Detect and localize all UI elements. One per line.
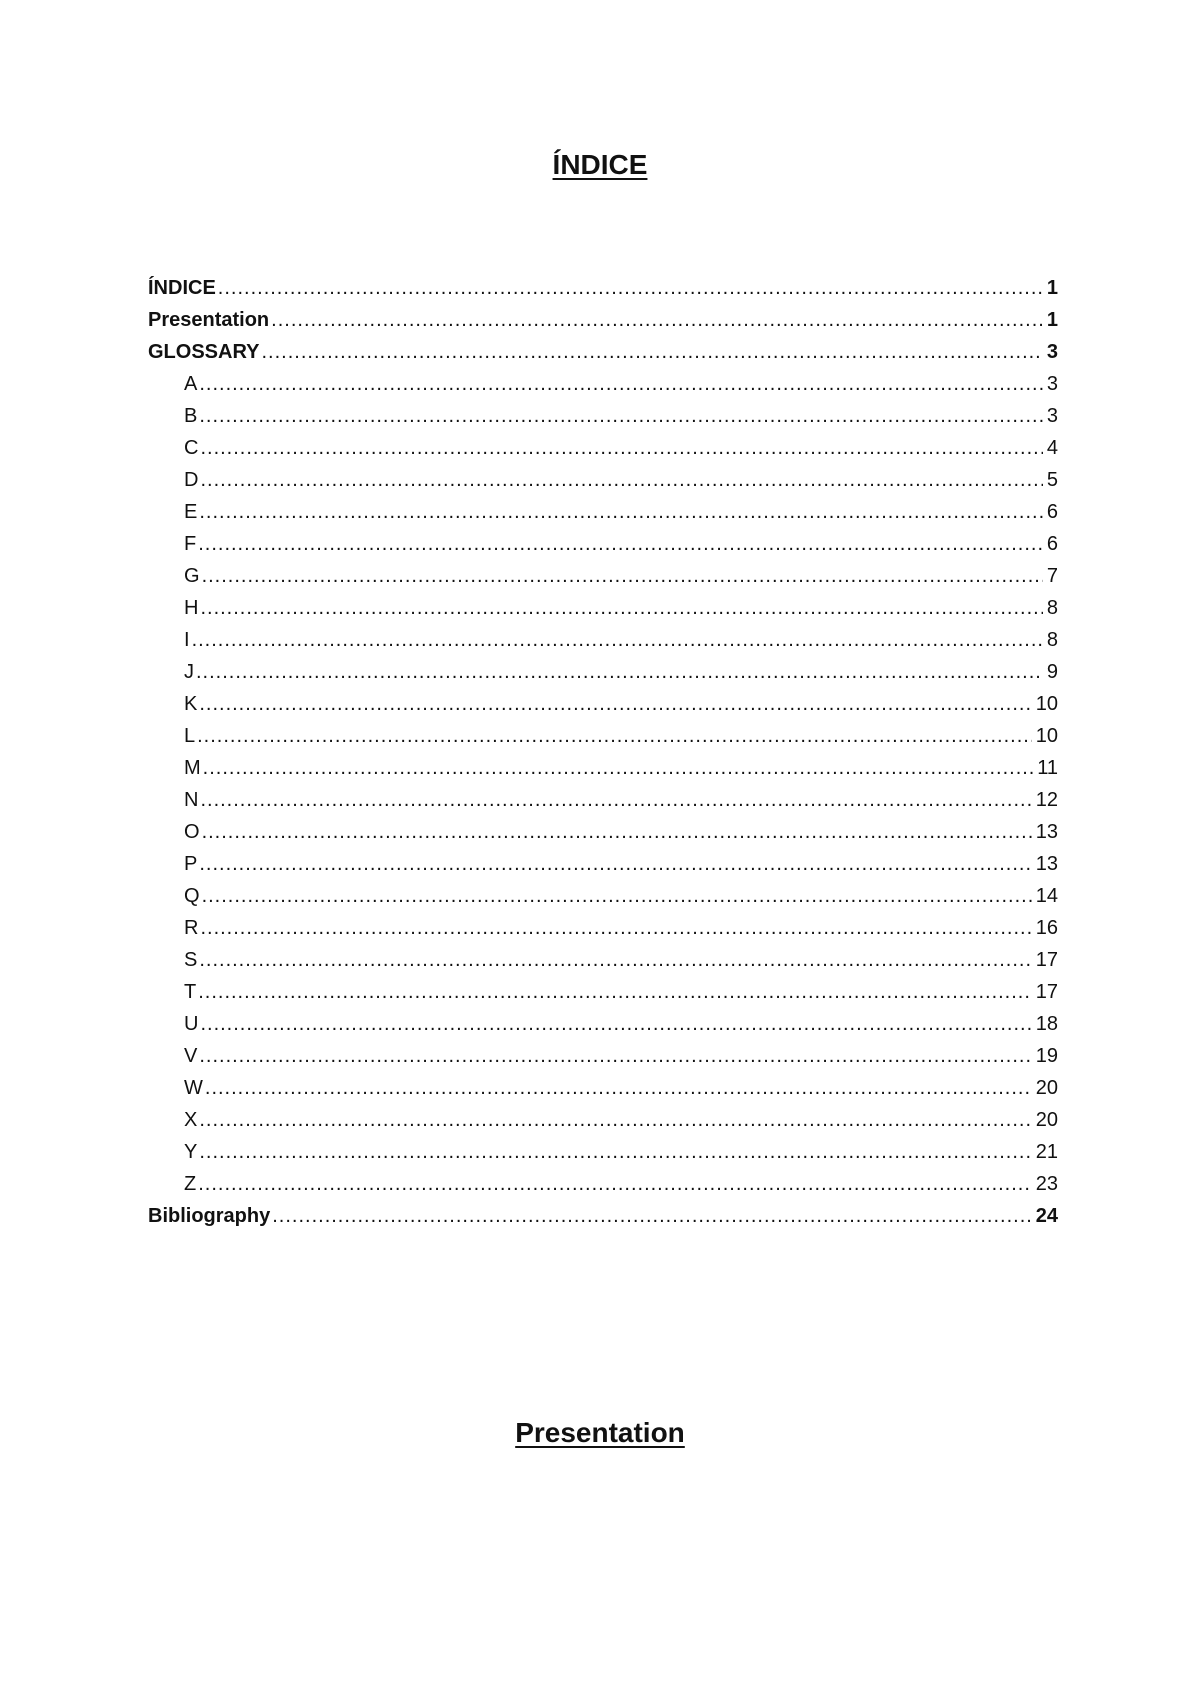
toc-entry[interactable] [148, 1008, 1058, 1040]
toc-entry[interactable] [148, 304, 1058, 336]
toc-entry-page-number: 23 [1035, 1173, 1058, 1195]
toc-entry-label: W [184, 1077, 203, 1099]
toc-entry[interactable] [148, 336, 1058, 368]
toc-entry-page-number: 24 [1035, 1205, 1058, 1227]
toc-dot-leader [199, 688, 1031, 720]
toc-entry[interactable] [148, 848, 1058, 880]
toc-entry-page-number: 4 [1046, 437, 1058, 459]
toc-entry-page-number: 6 [1046, 533, 1058, 555]
toc-entry[interactable] [148, 560, 1058, 592]
toc-entry[interactable] [148, 752, 1058, 784]
toc-entry-label: ÍNDICE [148, 277, 216, 299]
toc-dot-leader [197, 720, 1032, 752]
toc-dot-leader [198, 528, 1043, 560]
toc-entry-page-number: 11 [1037, 757, 1058, 779]
toc-entry-page-number: 13 [1035, 853, 1058, 875]
toc-entry[interactable] [148, 1136, 1058, 1168]
toc-entry-label: J [184, 661, 194, 683]
toc-dot-leader [218, 272, 1043, 304]
toc-dot-leader [200, 912, 1031, 944]
toc-entry[interactable] [148, 976, 1058, 1008]
toc-entry[interactable] [148, 272, 1058, 304]
toc-dot-leader [198, 1168, 1032, 1200]
toc-entry[interactable] [148, 656, 1058, 688]
toc-dot-leader [203, 752, 1034, 784]
toc-dot-leader [272, 1200, 1032, 1232]
toc-entry[interactable] [148, 1200, 1058, 1232]
toc-entry[interactable] [148, 592, 1058, 624]
section-heading-presentation: Presentation [515, 1417, 685, 1448]
toc-dot-leader [192, 624, 1043, 656]
toc-entry-page-number: 10 [1035, 725, 1058, 747]
toc-entry[interactable] [148, 400, 1058, 432]
toc-dot-leader [262, 336, 1043, 368]
toc-entry-label: Y [184, 1141, 198, 1163]
toc-entry-label: M [184, 757, 201, 779]
toc-entry-page-number: 5 [1046, 469, 1058, 491]
toc-entry[interactable] [148, 1040, 1058, 1072]
toc-entry-label: L [184, 725, 196, 747]
toc-entry[interactable] [148, 784, 1058, 816]
page-title: ÍNDICE [552, 149, 648, 180]
toc-entry-page-number: 14 [1035, 885, 1058, 907]
toc-entry-label: P [184, 853, 198, 875]
toc-entry-label: I [184, 629, 190, 651]
toc-entry-page-number: 18 [1035, 1013, 1058, 1035]
toc-entry-page-number: 3 [1046, 341, 1058, 363]
toc-dot-leader [199, 496, 1043, 528]
toc-dot-leader [199, 944, 1031, 976]
toc-dot-leader [200, 432, 1042, 464]
toc-entry[interactable] [148, 464, 1058, 496]
toc-entry-page-number: 17 [1035, 949, 1058, 971]
toc-dot-leader [199, 400, 1043, 432]
toc-entry-page-number: 6 [1046, 501, 1058, 523]
toc-entry-page-number: 8 [1046, 597, 1058, 619]
toc-dot-leader [199, 1104, 1031, 1136]
toc-entry-page-number: 8 [1046, 629, 1058, 651]
toc-dot-leader [202, 816, 1032, 848]
toc-entry-label: Presentation [148, 309, 270, 331]
toc-dot-leader [200, 464, 1042, 496]
toc-entry[interactable] [148, 1168, 1058, 1200]
toc-entry-page-number: 19 [1035, 1045, 1058, 1067]
toc-entry-label: V [184, 1045, 198, 1067]
toc-dot-leader [200, 784, 1031, 816]
toc-entry[interactable] [148, 624, 1058, 656]
toc-dot-leader [200, 592, 1042, 624]
toc-entry-label: E [184, 501, 198, 523]
toc-dot-leader [199, 1040, 1031, 1072]
toc-dot-leader [196, 656, 1043, 688]
toc-entry[interactable] [148, 880, 1058, 912]
toc-entry-label: C [184, 437, 199, 459]
toc-entry-label: Bibliography [148, 1205, 271, 1227]
toc-entry[interactable] [148, 496, 1058, 528]
toc-entry-label: G [184, 565, 200, 587]
toc-entry-label: Q [184, 885, 200, 907]
toc-entry-label: D [184, 469, 199, 491]
toc-entry-label: F [184, 533, 197, 555]
toc-entry[interactable] [148, 816, 1058, 848]
toc-entry-page-number: 17 [1035, 981, 1058, 1003]
toc-entry-label: Z [184, 1173, 197, 1195]
toc-entry[interactable] [148, 912, 1058, 944]
toc-entry-label: B [184, 405, 198, 427]
toc-entry-page-number: 7 [1046, 565, 1058, 587]
toc-entry-page-number: 16 [1035, 917, 1058, 939]
toc-entry[interactable] [148, 944, 1058, 976]
toc-entry[interactable] [148, 528, 1058, 560]
toc-entry-page-number: 10 [1035, 693, 1058, 715]
toc-dot-leader [199, 1136, 1031, 1168]
toc-entry-label: A [184, 373, 198, 395]
toc-entry[interactable] [148, 720, 1058, 752]
toc-dot-leader [198, 976, 1032, 1008]
toc-dot-leader [205, 1072, 1032, 1104]
toc-entry-label: X [184, 1109, 198, 1131]
toc-dot-leader [199, 848, 1031, 880]
toc-entry-page-number: 1 [1046, 309, 1058, 331]
toc-entry-page-number: 13 [1035, 821, 1058, 843]
toc-entry[interactable] [148, 688, 1058, 720]
toc-entry-page-number: 21 [1035, 1141, 1058, 1163]
toc-dot-leader [200, 1008, 1031, 1040]
toc-entry-label: N [184, 789, 199, 811]
toc-entry-label: S [184, 949, 198, 971]
toc-dot-leader [199, 368, 1043, 400]
toc-entry[interactable] [148, 1104, 1058, 1136]
toc-entry-page-number: 20 [1035, 1077, 1058, 1099]
toc-entry-label: U [184, 1013, 199, 1035]
toc-dot-leader [202, 880, 1032, 912]
toc-dot-leader [271, 304, 1043, 336]
toc-entry-label: K [184, 693, 198, 715]
toc-entry[interactable] [148, 432, 1058, 464]
table-of-contents [148, 272, 1058, 1232]
toc-entry[interactable] [148, 368, 1058, 400]
toc-entry-label: R [184, 917, 199, 939]
toc-entry-page-number: 12 [1035, 789, 1058, 811]
toc-entry[interactable] [148, 1072, 1058, 1104]
toc-entry-label: T [184, 981, 197, 1003]
toc-entry-label: O [184, 821, 200, 843]
toc-entry-page-number: 20 [1035, 1109, 1058, 1131]
toc-entry-page-number: 3 [1046, 405, 1058, 427]
toc-entry-page-number: 1 [1046, 277, 1058, 299]
toc-entry-label: GLOSSARY [148, 341, 260, 363]
toc-dot-leader [202, 560, 1043, 592]
toc-entry-page-number: 9 [1046, 661, 1058, 683]
toc-entry-label: H [184, 597, 199, 619]
toc-entry-page-number: 3 [1046, 373, 1058, 395]
